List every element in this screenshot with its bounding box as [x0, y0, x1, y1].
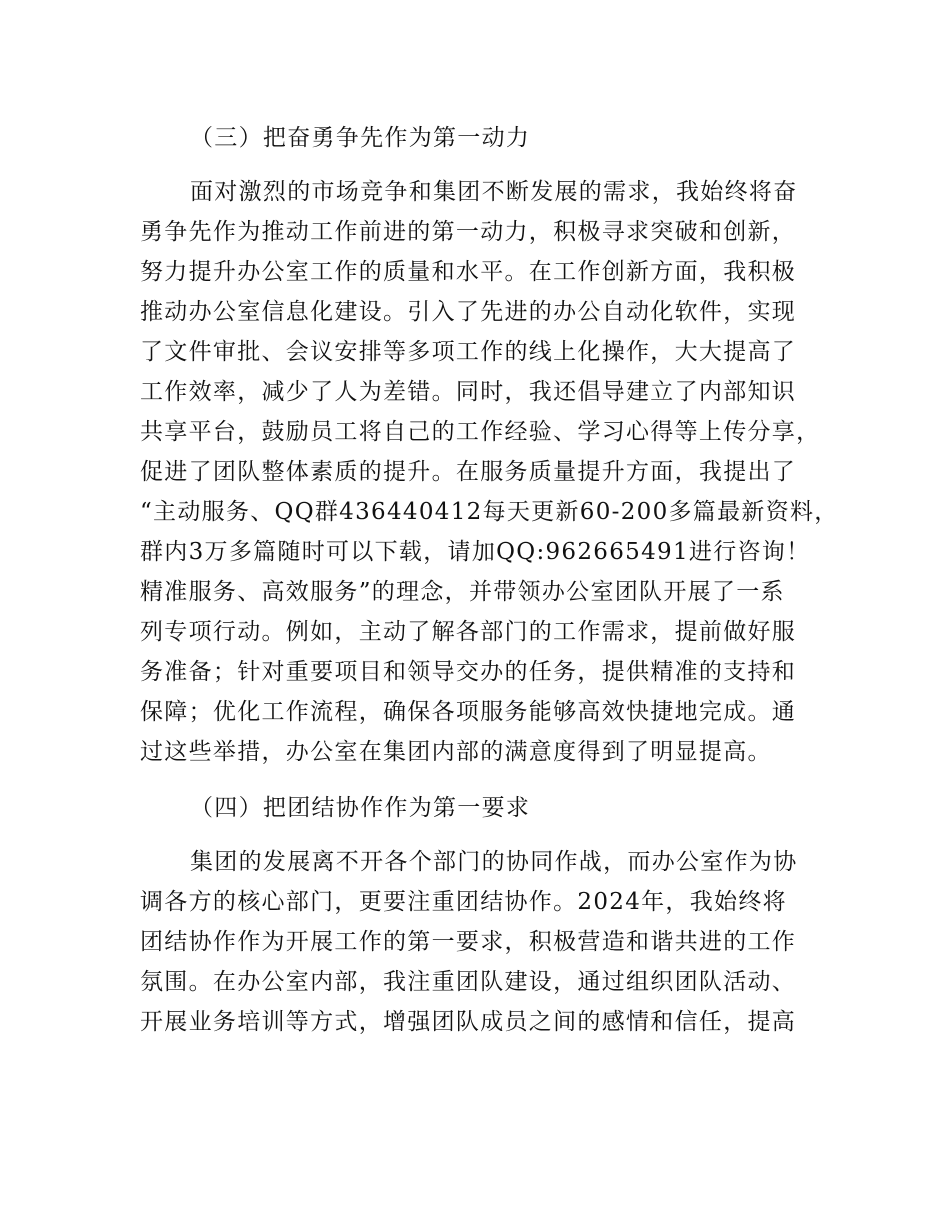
- paragraph-line: 面对激烈的市场竞争和集团不断发展的需求，我始终将奋: [190, 179, 798, 205]
- paragraph-line: 共享平台，鼓励员工将自己的工作经验、学习心得等上传分享，: [140, 419, 821, 445]
- section-heading-4: （四）把团结协作作为第一要求: [190, 795, 531, 821]
- section-heading-3: （三）把奋勇争先作为第一动力: [190, 125, 531, 151]
- paragraph-line: 氛围。在办公室内部，我注重团队建设，通过组织团队活动、: [140, 969, 797, 995]
- paragraph-line: 群内3万多篇随时可以下载，请加QQ:962665491进行咨询！: [140, 539, 811, 565]
- paragraph-line: 勇争先作为推动工作前进的第一动力，积极寻求突破和创新，: [140, 219, 797, 245]
- paragraph-line: 列专项行动。例如，主动了解各部门的工作需求，提前做好服: [140, 619, 797, 645]
- paragraph-line: 促进了团队整体素质的提升。在服务质量提升方面，我提出了: [140, 459, 797, 485]
- paragraph-line: 调各方的核心部门，更要注重团结协作。2024年，我始终将: [140, 889, 787, 915]
- paragraph-line: 保障；优化工作流程，确保各项服务能够高效快捷地完成。通: [140, 699, 797, 725]
- paragraph-line: 努力提升办公室工作的质量和水平。在工作创新方面，我积极: [140, 259, 797, 285]
- paragraph-line: “主动服务、QQ群436440412每天更新60-200多篇最新资料，: [140, 499, 839, 525]
- paragraph-line: 开展业务培训等方式，增强团队成员之间的感情和信任，提高: [140, 1009, 797, 1035]
- paragraph-line: 精准服务、高效服务”的理念，并带领办公室团队开展了一系: [140, 579, 785, 605]
- paragraph-line: 了文件审批、会议安排等多项工作的线上化操作，大大提高了: [140, 339, 797, 365]
- paragraph-line: 集团的发展离不开各个部门的协同作战，而办公室作为协: [190, 849, 798, 875]
- paragraph-line: 工作效率，减少了人为差错。同时，我还倡导建立了内部知识: [140, 379, 797, 405]
- paragraph-line: 过这些举措，办公室在集团内部的满意度得到了明显提高。: [140, 739, 772, 765]
- paragraph-line: 团结协作作为开展工作的第一要求，积极营造和谐共进的工作: [140, 929, 797, 955]
- paragraph-line: 务准备；针对重要项目和领导交办的任务，提供精准的支持和: [140, 659, 797, 685]
- paragraph-line: 推动办公室信息化建设。引入了先进的办公自动化软件，实现: [140, 299, 797, 325]
